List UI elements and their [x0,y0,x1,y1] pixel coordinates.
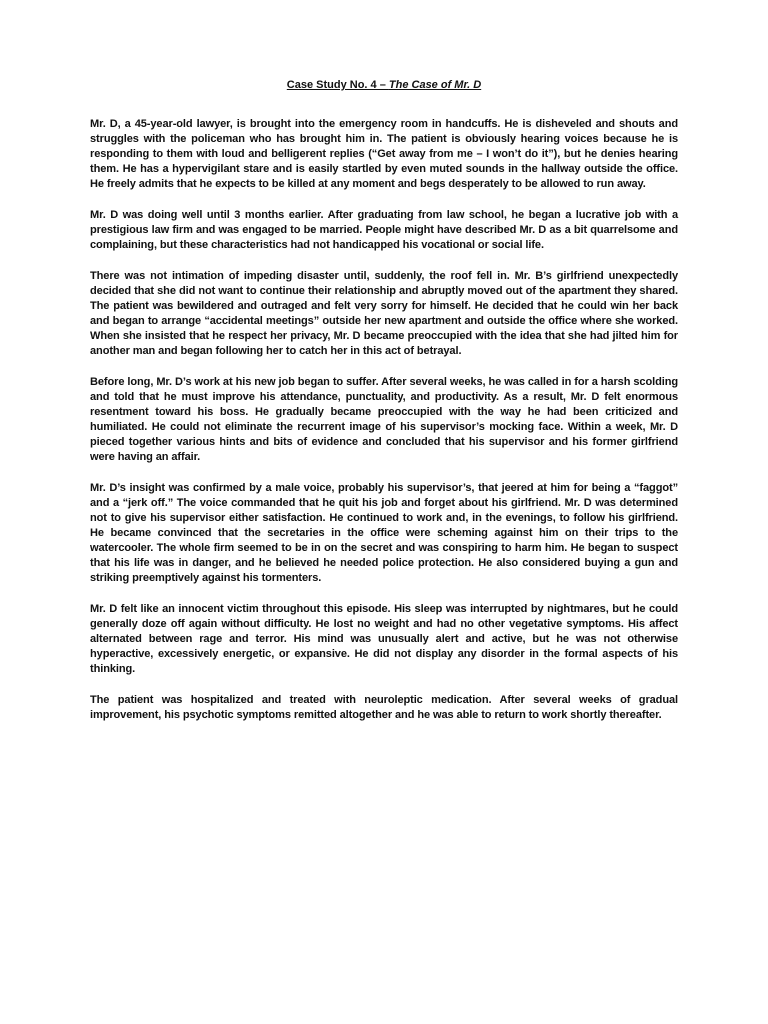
paragraph-6: Mr. D felt like an innocent victim throughout this episode. His sleep was interrupted by nightmares, but he could generally doze off again without difficulty. He lost no weight and had no other vegetative symptoms. His affect alternated between rage and terror. His mind was unusually alert and active, but he was not otherwise hyperactive, excessively energetic, or expansive. He did not display any disorder in the formal aspects of his thinking. [90,603,678,676]
paragraph-3: There was not intimation of impeding disaster until, suddenly, the roof fell in. Mr. B’s girlfriend unexpectedly decided that she did not want to continue their relationship and abruptly moved out of the apartment they shared. The patient was bewildered and outraged and felt very sorry for himself. He decided that he could win her back and began to arrange “accidental meetings” outside her new apartment and outside the office where she worked. When she insisted that he respect her privacy, Mr. D became preoccupied with the idea that she had jilted him for another man and began following her to catch her in this act of betrayal. [90,269,678,358]
title-prefix: Case Study No. 4 – [286,79,389,91]
paragraph-4: Before long, Mr. D’s work at his new job began to suffer. After several weeks, he was called in for a harsh scolding and told that he must improve his attendance, punctuality, and productivity. As a result, Mr. D felt enormous resentment toward his boss. He gradually became preoccupied with the way he had been criticized and humiliated. He could not eliminate the recurrent image of his supervisor’s mocking face. Within a week, Mr. D pieced together various hints and bits of evidence and concluded that his supervisor and his former girlfriend were having an affair. [90,375,678,464]
page-title [0,77,768,93]
paragraph-1: Mr. D, a 45-year-old lawyer, is brought into the emergency room in handcuffs. He is disheveled and shouts and struggles with the policeman who has brought him in. The patient is obviously hearing voices because he is responding to them with loud and belligerent replies (“Get away from me – I won’t do it”), but he denies hearing them. He has a hypervigilant stare and is easily startled by even muted sounds in the hallway outside the office. He freely admits that he expects to be killed at any moment and begs desperately to be allowed to run away. [90,118,678,191]
paragraph-5: Mr. D’s insight was confirmed by a male voice, probably his supervisor’s, that jeered at him for being a “faggot” and a “jerk off.” The voice commanded that he quit his job and forget about his girlfriend. Mr. D was determined not to give his supervisor either satisfaction. He continued to work and, in the evenings, to follow his girlfriend. He became convinced that the secretaries in the office were scheming against him on their trips to the watercooler. The whole firm seemed to be in on the secret and was conspiring to harm him. He began to suspect that his life was in danger, and he believed he needed police protection. He also considered buying a gun and striking preemptively against his tormenters. [90,481,678,585]
title-italic: The Case of Mr. D [388,79,482,91]
document-body [90,117,678,739]
paragraph-7: The patient was hospitalized and treated with neuroleptic medication. After several weeks of gradual improvement, his psychotic symptoms remitted altogether and he was able to return to work shortly thereafter. [90,694,678,722]
paragraph-2: Mr. D was doing well until 3 months earlier. After graduating from law school, he began a lucrative job with a prestigious law firm and was engaged to be married. People might have described Mr. D as a bit quarrelsome and complaining, but these characteristics had not handicapped his vocational or social life. [90,208,678,252]
